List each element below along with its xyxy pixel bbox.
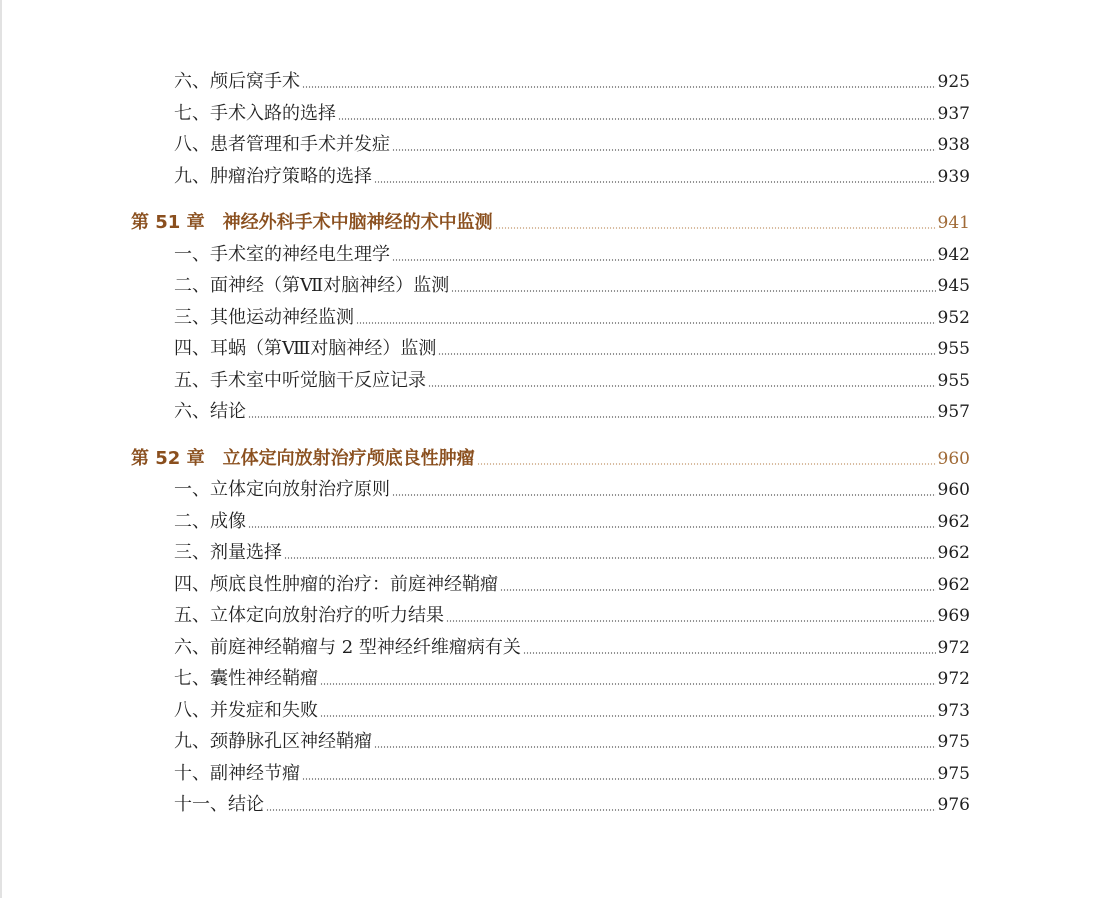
dot-leader (451, 290, 935, 292)
toc-entry-page: 960 (937, 480, 970, 500)
toc-entry[interactable] (174, 761, 970, 787)
dot-leader (500, 589, 936, 591)
toc-entry-label: 六、结论 (174, 401, 246, 422)
toc-entry-label: 十、副神经节瘤 (174, 763, 300, 784)
toc-entry[interactable] (174, 603, 970, 629)
toc-entry-page: 975 (937, 732, 970, 752)
toc-entry-label: 五、手术室中听觉脑干反应记录 (174, 370, 426, 391)
toc-entry[interactable] (174, 242, 970, 268)
toc-entry-page: 942 (937, 245, 970, 265)
chapter-page: 960 (937, 449, 970, 469)
dot-leader (428, 385, 936, 387)
toc-entry-label: 六、颅后窝手术 (174, 71, 300, 92)
dot-leader (446, 620, 936, 622)
dot-leader (356, 322, 936, 324)
toc-entry-label: 五、立体定向放射治疗的听力结果 (174, 605, 444, 626)
toc-entry[interactable] (174, 698, 970, 724)
dot-leader (320, 715, 936, 717)
toc-entry[interactable] (174, 540, 970, 566)
toc-entry-label: 一、立体定向放射治疗原则 (174, 479, 390, 500)
dot-leader (477, 463, 936, 465)
toc-entry[interactable] (174, 132, 970, 158)
toc-entry-label: 八、并发症和失败 (174, 700, 318, 721)
toc-entry-page: 955 (937, 371, 970, 391)
toc-entry-label: 一、手术室的神经电生理学 (174, 244, 390, 265)
dot-leader (248, 416, 936, 418)
toc-entry-page: 945 (937, 276, 970, 296)
chapter-number: 第 51 章 (131, 212, 205, 233)
toc-entry-page: 976 (937, 795, 970, 815)
toc-entry-label: 七、囊性神经鞘瘤 (174, 668, 318, 689)
page-edge (0, 0, 2, 898)
toc-entry-label: 九、颈静脉孔区神经鞘瘤 (174, 731, 372, 752)
toc-entry[interactable] (174, 69, 970, 95)
toc-entry-page: 973 (937, 701, 970, 721)
toc-entry-page: 972 (937, 669, 970, 689)
toc-entry-page: 955 (937, 339, 970, 359)
toc-entry-label: 六、前庭神经鞘瘤与 2 型神经纤维瘤病有关 (174, 637, 521, 658)
toc-entry[interactable] (174, 399, 970, 425)
toc-entry[interactable] (174, 635, 970, 661)
toc-entry-page: 938 (937, 135, 970, 155)
toc-entry-page: 962 (937, 512, 970, 532)
dot-leader (248, 526, 936, 528)
toc-entry-page: 962 (937, 575, 970, 595)
toc-entry[interactable] (174, 509, 970, 535)
toc-entry-label: 八、患者管理和手术并发症 (174, 134, 390, 155)
toc-entry-label: 十一、结论 (174, 794, 264, 815)
toc-entry[interactable] (174, 305, 970, 331)
toc-entry[interactable] (174, 792, 970, 818)
toc-entry-label: 四、耳蜗（第Ⅷ对脑神经）监测 (174, 338, 437, 359)
toc-entry-label: 七、手术入路的选择 (174, 103, 336, 124)
dot-leader (392, 494, 936, 496)
dot-leader (302, 86, 936, 88)
dot-leader (438, 353, 935, 355)
toc-entry-page: 969 (937, 606, 970, 626)
toc-entry[interactable] (174, 336, 970, 362)
toc-entry[interactable] (174, 666, 970, 692)
toc-entry-page: 975 (937, 764, 970, 784)
chapter-page: 941 (937, 213, 970, 233)
dot-leader (338, 118, 936, 120)
toc-entry[interactable] (174, 164, 970, 190)
toc-entry[interactable] (174, 572, 970, 598)
dot-leader (374, 746, 936, 748)
toc-entry[interactable] (174, 477, 970, 503)
dot-leader (302, 778, 936, 780)
toc-entry-page: 962 (937, 543, 970, 563)
dot-leader (523, 652, 936, 654)
toc-entry-label: 二、面神经（第Ⅶ对脑神经）监测 (174, 275, 450, 296)
chapter-heading-51[interactable] (131, 210, 970, 236)
dot-leader (495, 227, 936, 229)
toc-entry-label: 三、剂量选择 (174, 542, 282, 563)
dot-leader (284, 557, 936, 559)
dot-leader (374, 181, 936, 183)
toc-entry[interactable] (174, 101, 970, 127)
toc-entry-page: 937 (937, 104, 970, 124)
dot-leader (392, 149, 936, 151)
toc-entry-page: 957 (937, 402, 970, 422)
toc-entry-page: 972 (937, 638, 970, 658)
toc-entry-page: 925 (937, 72, 970, 92)
chapter-heading-52[interactable] (131, 446, 970, 472)
toc-entry[interactable] (174, 273, 970, 299)
toc-entry-label: 二、成像 (174, 511, 246, 532)
chapter-title: 神经外科手术中脑神经的术中监测 (222, 212, 493, 233)
dot-leader (392, 259, 936, 261)
toc-entry-label: 四、颅底良性肿瘤的治疗：前庭神经鞘瘤 (174, 574, 498, 595)
toc-entry[interactable] (174, 368, 970, 394)
toc-entry-label: 九、肿瘤治疗策略的选择 (174, 166, 372, 187)
toc-entry[interactable] (174, 729, 970, 755)
toc-entry-label: 三、其他运动神经监测 (174, 307, 354, 328)
toc-entry-page: 952 (937, 308, 970, 328)
dot-leader (266, 809, 936, 811)
dot-leader (320, 683, 936, 685)
toc-entry-page: 939 (937, 167, 970, 187)
chapter-number: 第 52 章 (131, 448, 205, 469)
chapter-title: 立体定向放射治疗颅底良性肿瘤 (222, 448, 475, 469)
